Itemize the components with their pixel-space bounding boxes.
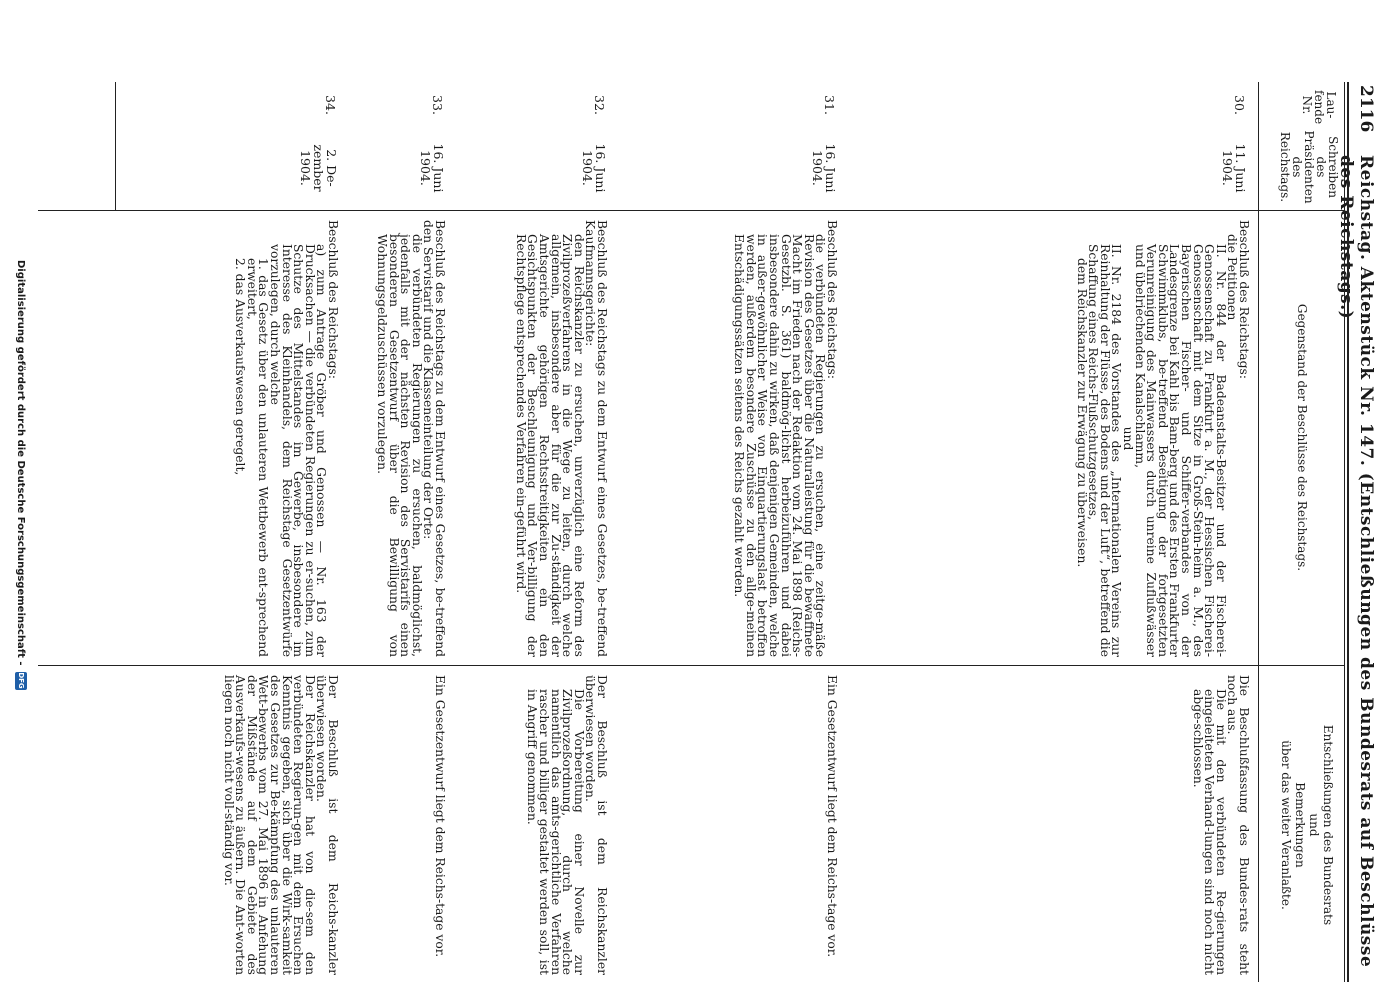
- row-number: 31.: [822, 95, 837, 115]
- header-date: Schreiben des Präsidenten des Reichstags.: [1278, 130, 1340, 204]
- header-decision: Entschließungen des Bundesrats und Bemerkungen über das weiter Veranlaßte.: [1279, 724, 1335, 926]
- column-divider-decision: [38, 665, 1345, 666]
- running-title: Reichstag. Aktenstück Nr. 147. (Entschließungen des Bundesrats auf Beschlüsse des Reichstags.): [1336, 155, 1376, 968]
- dfg-logo: DFG: [17, 672, 25, 689]
- row-subject: Beschluß des Reichstags: die Petitionen II. Nr. 844 der Badeanstalts-Besitzer und der Fischerei-Genossenschaft zu Frankfurt a. M., der Hessischen Fischerei-Genossenschaft mit dem Sitze in Groß-Stein-heim a. M., des Bayerischen Fischer- und Schiffer-verbandes von der Landesgrenze bei Kahl bis Bam-berg und des Ersten Frankfurter Schwimmklubs, be-treffend Beseitigung der fortgesetzten Verunreinigung des Mainwassers durch unreine Zuflußwässer und übelriechenden Kanalschlamm, und II. Nr. 2184 des Vorstandes des „Internationalen Vereins zur Reinhaltung der Flüsse, des Bodens und der Luft“, betreffend die Schaffung eines Reichs-Flußschutzgesetzes, dem Reichskanzler zur Erwägung zu überweisen.: [1074, 220, 1251, 657]
- row-subject: Beschluß des Reichstags zu dem Entwurf eines Gesetzes, be-treffend den Servistarif und die Klasseneinteilung der Orte: die verbündeten Regierungen zu ersuchen, baldmöglichst, jedenfalls mit der nächsten Revision des Servistarifs einen besonderen Gesetzentwurf über die Bewilligung von Wohnungsgeldzuschüssen vorzulegen.: [375, 220, 447, 657]
- header-subject: Gegenstand der Beschlüsse des Reichstags.: [1295, 303, 1309, 572]
- digitization-note: [11, 260, 31, 960]
- header-nr: Lau- fende Nr.: [1300, 90, 1338, 125]
- running-head: [1336, 85, 1376, 985]
- row-decision: Ein Gesetzentwurf liegt dem Reichs-tage vor.: [433, 675, 447, 958]
- row-number: 33.: [430, 95, 445, 115]
- row-decision: Der Beschluß ist dem Reichs-kanzler überwiesen worden. Der Reichskanzler hat von die-sem den verbündeten Regierun-gen mit dem Ersuchen Kenntnis gegeben, sich über die Wirk-samkeit des Gesetzes zur Be-kämpfung des unlauteren Wett-bewerbs vom 27. Mai 1896 in Anfehung der Mißstände auf dem Gebiete des Ausverkaufs-wesens zu äußern. Die Ant-worten liegen noch nicht voll-ständig vor.: [221, 675, 340, 975]
- row-date: 16. Juni 1904.: [418, 143, 446, 193]
- column-divider-date: [38, 210, 1345, 211]
- row-decision: Die Beschlußfassung des Bundes-rats steht noch aus. Die mit den verbündeten Re-gierungen eingeleiteten Verhand-lungen sind noch nicht abge-schlossen.: [1190, 675, 1251, 975]
- row-date: 2. De- zember 1904.: [298, 144, 339, 192]
- row-subject: Beschluß des Reichstags: die verbündeten Regierungen zu ersuchen, eine zeitge-mäße Revision des Gesetzes über die Naturalleistung für die bewaffnete Macht im Frieden nach der Redaktion vom 24. Mai 1898 (Reichs-Gesetzbl. S. 361) baldmög-lichst herbeizuführen und dabei insbesondere dahin zu wirken, daß denjenigen Gemeinden, welche in außer-gewöhnlicher Weise von Einquartierungslast betroffen werden, außerdem besondere Zuschüsse zu den allge-meinen Entschädigungssätzen seitens des Reichs gezahlt werden.: [732, 220, 839, 657]
- row-number: 34.: [323, 95, 338, 115]
- table-top-rule: [1347, 82, 1349, 982]
- row-subject: Beschluß des Reichstags zu dem Entwurf eines Gesetzes, be-treffend Kaufmannsgerichte: den Reichskanzler zu ersuchen, unverzüglich eine Reform des Zivilprozeßverfahrens in die Wege zu leiten, durch welche allgemein, insbesondere aber für die zur Zu-ständigkeit der Amtsgerichte gehörigen Rechtsstreitigkeiten ein den Gesichtspunkten der Beschleunigung und Ver-billigung der Rechtspflege entsprechendes Verfahren ein-geführt wird.: [513, 220, 609, 657]
- page-number: 2116: [1356, 85, 1376, 133]
- row-date: 16. Juni 1904.: [580, 143, 608, 193]
- row-decision: Ein Gesetzentwurf liegt dem Reichs-tage vor.: [825, 675, 839, 958]
- row-number: 32.: [592, 95, 607, 115]
- table-top-rule-inner: [1344, 82, 1345, 982]
- row-number: 30.: [1232, 95, 1247, 115]
- row-date: 16. Juni 1904.: [810, 143, 838, 193]
- header-rule: [1258, 82, 1259, 982]
- row-rule-short: [115, 82, 116, 210]
- digitization-text: Digitalisierung gefördert durch die Deutsche Forschungsgemeinschaft -: [15, 260, 27, 666]
- row-subject: Beschluß des Reichstags: a) zum Antrage Gröber und Genossen — Nr. 163 der Drucksachen — die verbündeten Regierungen zu er-suchen, zum Schutze des Mittelstandes im Gewerbe, insbesondere im Interesse des Kleinhandels, dem Reichstage Gesetzentwürfe vorzulegen, durch welche 1. das Gesetz über den unlauteren Wettbewerb ent-sprechend erweitert, 2. das Ausverkaufswesen geregelt,: [233, 220, 340, 657]
- row-date: 11. Juni 1904.: [1220, 143, 1248, 193]
- row-decision: Der Beschluß ist dem Reichskanzler überwiesen worden. Die Vorbereitung einer Novelle zur Zivilprozeßordnung, durch welche namentlich das amts-gerichtliche Verfahren rascher und billiger gestaltet werden soll, ist in Angriff genommen.: [525, 675, 609, 975]
